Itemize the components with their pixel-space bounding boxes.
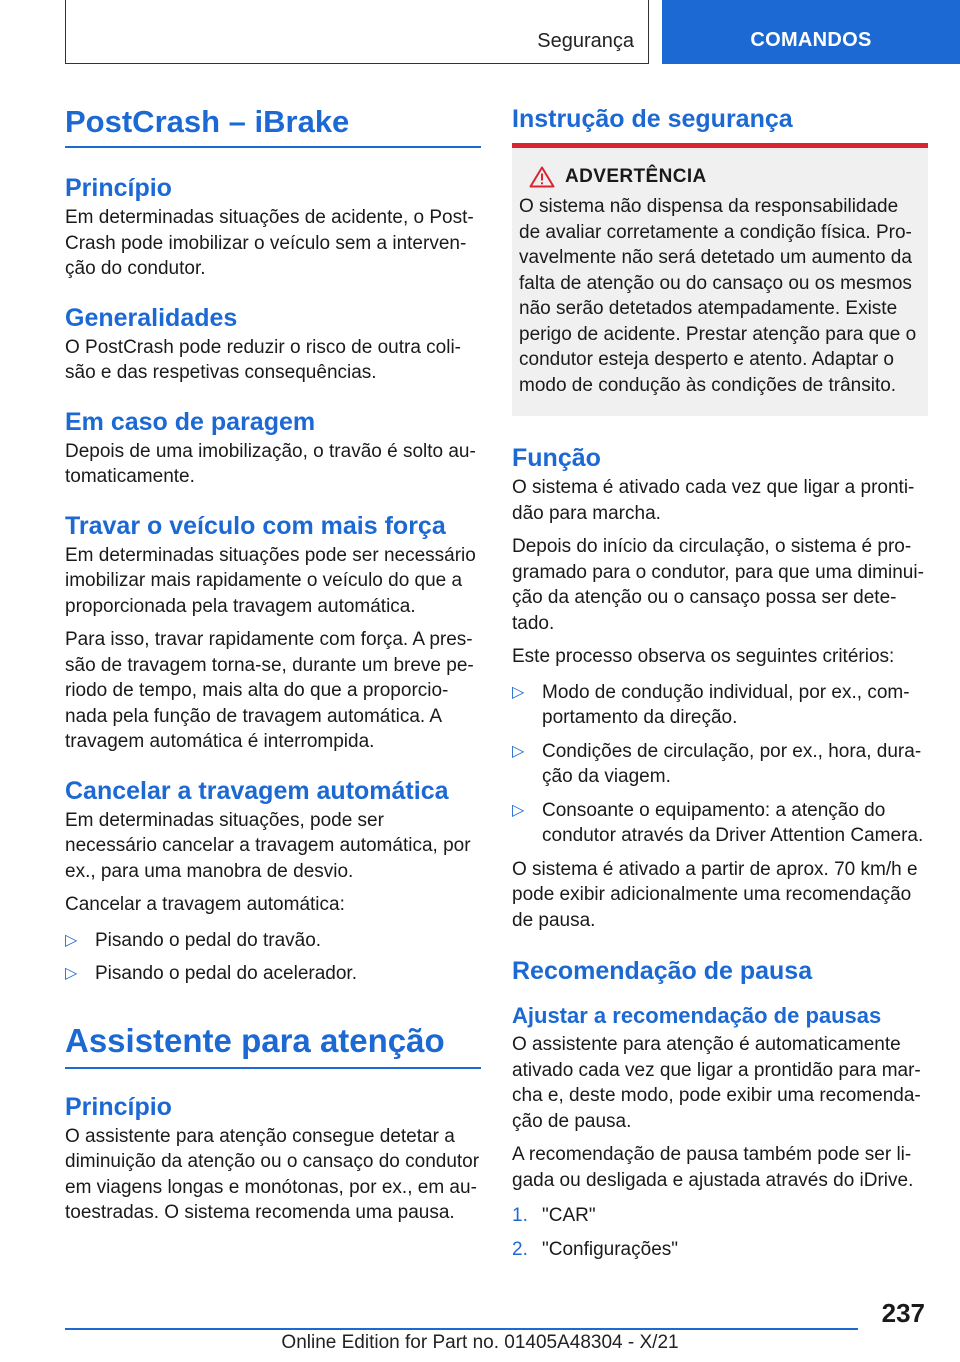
heading-generalidades: Generalidades	[65, 303, 238, 332]
paragraph-paragem: Depois de uma imobilização, o travão é solto au-tomaticamente.	[65, 440, 476, 487]
footer-edition: Online Edition for Part no. 01405A48304 - X/21	[281, 1332, 679, 1353]
heading-instrucao-seguranca: Instrução de segurança	[512, 105, 793, 133]
list-item: ▷ Pisando o pedal do travão.	[65, 928, 481, 954]
heading-recomendacao: Recomendação de pausa	[512, 957, 813, 985]
paragraph-principio: Em determinadas situações de acidente, o Post-Crash pode imobilizar o veículo sem a interven-ção do condutor.	[65, 207, 474, 279]
paragraph-ajustar-1: O assistente para atenção é automaticamente ativado cada vez que ligar a prontidão para mar-cha e, deste modo, pode exibir uma recomenda-ção de pausa.	[512, 1034, 921, 1132]
paragraph-funcao-2: Depois do início da circulação, o sistema é pro-gramado para o condutor, para que uma diminui-ção da atenção ou o cansaço possa ser dete-tado.	[512, 536, 924, 634]
paragraph-generalidades: O PostCrash pode reduzir o risco de outra coli-são e das respetivas consequências.	[65, 336, 462, 383]
paragraph-travar-1: Em determinadas situações pode ser necessário imobilizar mais rapidamente o veículo do que a proporcionada pela travagem automática.	[65, 544, 476, 617]
page-number: 237	[881, 1298, 925, 1328]
triangle-right-icon: ▷	[65, 965, 78, 982]
heading-travar: Travar o veículo com mais força	[65, 511, 446, 540]
header-section-title: Segurança	[537, 30, 634, 52]
list-item: ▷ Modo de condução individual, por ex., com-portamento da direção.	[512, 681, 910, 728]
heading-principio: Princípio	[65, 174, 172, 202]
paragraph-cancelar-2: Cancelar a travagem automática:	[65, 894, 345, 915]
triangle-right-icon: ▷	[512, 683, 525, 701]
triangle-right-icon: ▷	[512, 801, 525, 819]
paragraph-cancelar-1: Em determinadas situações, pode ser necessário cancelar a travagem automática, por ex., para uma manobra de desvio.	[65, 809, 471, 882]
triangle-right-icon: ▷	[65, 931, 78, 949]
title-rule	[65, 1067, 481, 1069]
warning-box	[512, 148, 928, 416]
warning-text: O sistema não dispensa da responsabilidade de avaliar corretamente a condição física. Pro-vavelmente não será detetado um aumento da falta de atenção ou do cansaço ou os mesmos não serão detetados atempadamente. Existe perigo de acidente. Prestar atenção para que o condutor esteja desperto e atento. Adaptar o modo de condução às condições de trânsito.	[519, 196, 917, 396]
paragraph-travar-2: Para isso, travar rapidamente com força. A pres-são de travagem torna-se, durante um breve pe-riodo de tempo, mais alta do que a proporcio-nada pela função de travagem automática. A travagem automática é interrompida.	[65, 629, 474, 752]
triangle-right-icon: ▷	[512, 742, 525, 760]
heading-funcao: Função	[512, 444, 601, 472]
section-title-assistente: Assistente para atenção	[65, 1021, 445, 1059]
list-item: 2. "Configurações"	[512, 1238, 679, 1260]
footer-rule	[65, 1328, 858, 1330]
warning-triangle-icon	[529, 166, 555, 188]
list-item: ▷ Condições de circulação, por ex., hora, dura-ção da viagem.	[512, 740, 922, 787]
heading-principio-2: Princípio	[65, 1092, 172, 1121]
heading-ajustar: Ajustar a recomendação de pausas	[512, 1003, 882, 1028]
list-item: ▷ Consoante o equipamento: a atenção do condutor através da Driver Attention Camera.	[512, 799, 924, 846]
paragraph-ajustar-2: A recomendação de pausa também pode ser li-gada ou desligada e ajustada através do iDrive.	[512, 1144, 914, 1191]
title-rule	[65, 146, 481, 148]
paragraph-funcao-3: Este processo observa os seguintes critérios:	[512, 646, 895, 667]
paragraph-funcao-1: O sistema é ativado cada vez que ligar a pronti-dão para marcha.	[512, 477, 915, 524]
list-item: 1. "CAR"	[512, 1205, 596, 1226]
paragraph-principio-2: O assistente para atenção consegue detetar a diminuição da atenção ou o cansaço do condutor em viagens longas e monótonas, por ex., em au-toestradas. O sistema recomenda uma pausa.	[65, 1125, 480, 1223]
heading-paragem: Em caso de paragem	[65, 407, 316, 436]
section-title-postcrash: PostCrash – iBrake	[65, 104, 350, 139]
right-column	[512, 100, 928, 1262]
list-item: ▷ Pisando o pedal do acelerador.	[65, 961, 481, 987]
header-chapter-tab: COMANDOS	[662, 0, 960, 64]
paragraph-funcao-4: O sistema é ativado a partir de aprox. 70 km/h e pode exibir adicionalmente uma recomendação de pausa.	[512, 858, 918, 931]
warning-title: ADVERTÊNCIA	[519, 166, 918, 188]
heading-cancelar: Cancelar a travagem automática	[65, 776, 449, 805]
left-column	[65, 100, 481, 1226]
header-section-box	[65, 0, 649, 64]
